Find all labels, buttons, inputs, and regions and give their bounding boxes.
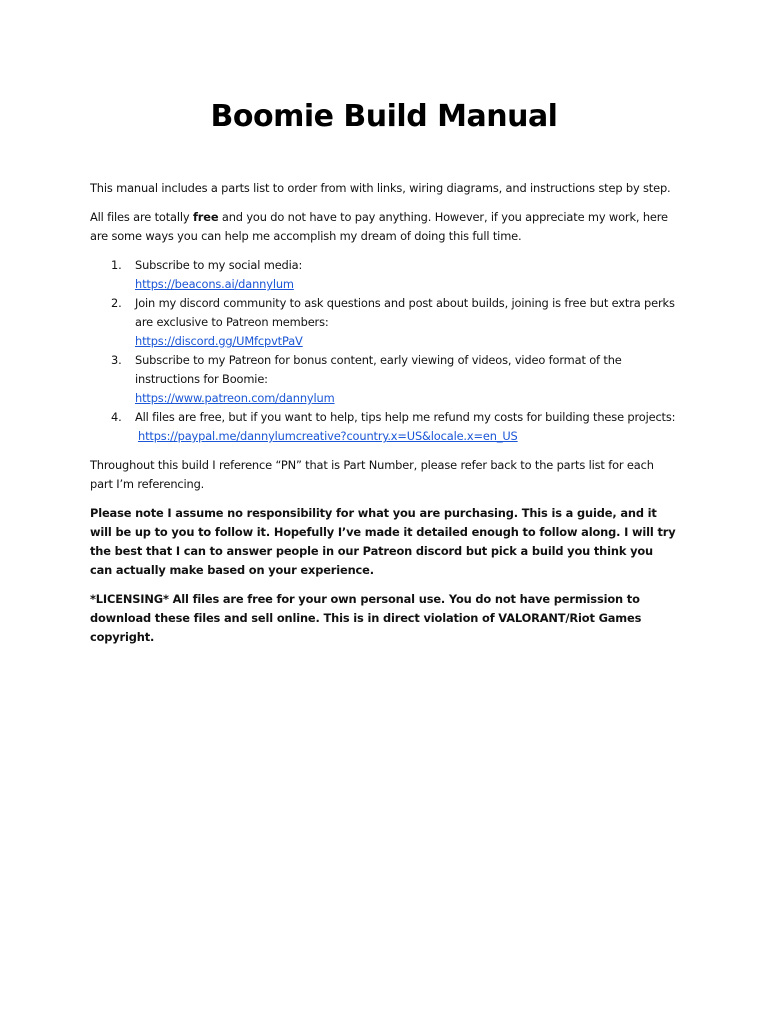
list-item-text: Subscribe to my Patreon for bonus content, early viewing of videos, video format of the instructions for Boomie: [135,353,622,386]
intro-paragraph: This manual includes a parts list to order from with links, wiring diagrams, and instructions step by step. [90,181,671,195]
files-free-bold: free [192,210,219,224]
list-item-text: Subscribe to my social media: [135,258,303,272]
licensing-paragraph: *LICENSING* All files are free for your own personal use. You do not have permission to download these files and sell online. This is in direct violation of VALORANT/Riot Games copyright. [90,592,642,644]
beacons-link[interactable]: https://beacons.ai/dannylum [135,277,294,291]
list-item [90,408,678,446]
files-free-before: All files are totally [90,210,193,224]
list-item-text: Join my discord community to ask questions and post about builds, joining is free but extra perks are exclusive to Patreon members: [135,296,675,329]
list-item-number: 4. [111,410,122,424]
list-item [90,256,678,294]
list-item-number: 1. [111,258,122,272]
list-item [90,294,678,351]
list-item-number: 3. [111,353,122,367]
list-item-number: 2. [111,296,122,310]
patreon-link[interactable]: https://www.patreon.com/dannylum [135,391,335,405]
disclaimer-paragraph: Please note I assume no responsibility for what you are purchasing. This is a guide, and it will be up to you to follow it. Hopefully I’ve made it detailed enough to follow along. I will try the best that I can to answer people in our Patreon discord but pick a build you think you can actually make based on your experience. [90,506,676,577]
page-title: Boomie Build Manual [210,99,558,134]
files-free-after: and you do not have to pay anything. However, if you appreciate my work, here are some ways you can help me accomplish my dream of doing this full time. [90,210,668,243]
files-free-paragraph [90,208,678,246]
list-item [90,351,678,408]
discord-link[interactable]: https://discord.gg/UMfcpvtPaV [135,334,303,348]
paypal-link[interactable]: https://paypal.me/dannylumcreative?country.x=US&locale.x=en_US [138,429,518,443]
part-number-paragraph: Throughout this build I reference “PN” that is Part Number, please refer back to the parts list for each part I’m referencing. [90,458,654,491]
list-item-text: All files are free, but if you want to help, tips help me refund my costs for building these projects: [135,410,676,424]
support-list [90,256,678,446]
